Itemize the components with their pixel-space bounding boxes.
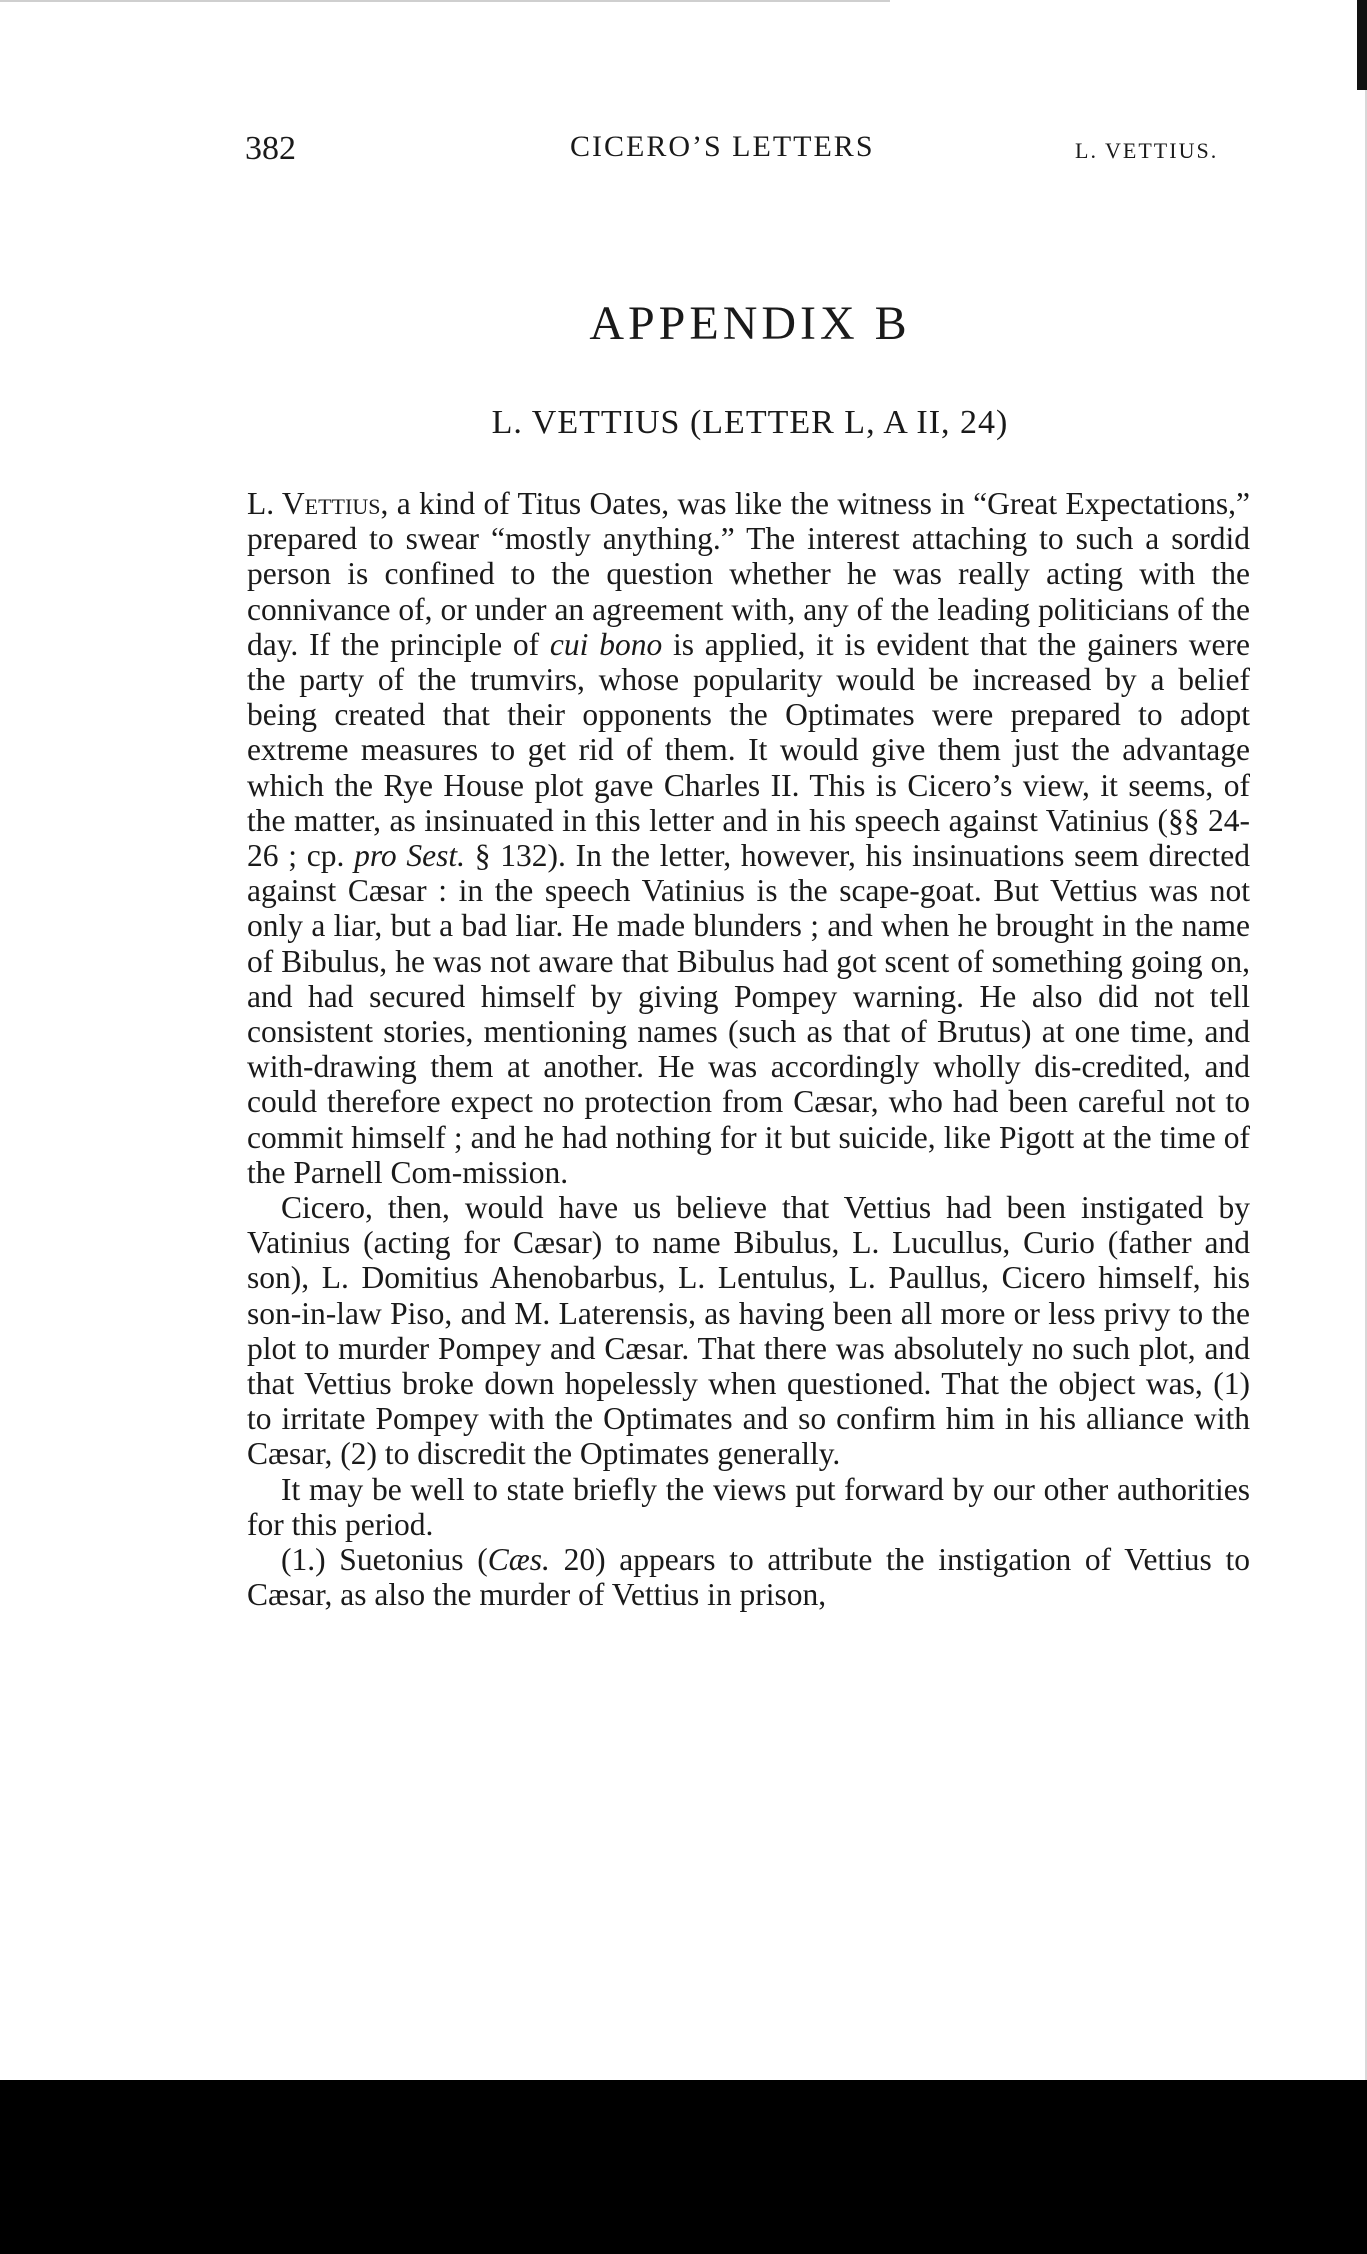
paragraph-1-text-a: , a kind of Titus Oates, was like the witness in “Great Expectations,” prepared to swear “mostly anything.” The interest attaching to such a sordid person is confined to the question whether he was really acting with the connivance of, or under an agreement with, any of the leading politicians of the day. If the principle of	[247, 486, 1251, 662]
paragraph-4-italic: Cæs.	[487, 1542, 550, 1578]
paragraph-4	[247, 1542, 1250, 1612]
appendix-title: APPENDIX B	[589, 297, 911, 350]
paragraph-1-text-c: § 132). In the letter, however, his insinuations seem directed against Cæsar : in the speech Vatinius is the scape-goat. But Vettius was not only a liar, but a bad liar. He made blunders ; and when he brought in the name of Bibulus, he was not aware that Bibulus had got scent of something going on, and had secured himself by giving Pompey warning. He also did not tell consistent stories, mentioning names (such as that of Brutus) at one time, and with-drawing them at another. He was accordingly wholly dis-credited, and could therefore expect no protection from Cæsar, who had been careful not to commit himself ; and he had nothing for it but suicide, like Pigott at the time of the Parnell Com-mission.	[247, 838, 1250, 1190]
paragraph-3: It may be well to state briefly the views put forward by our other authorities for this period.	[247, 1471, 1250, 1542]
paragraph-2: Cicero, then, would have us believe that Vettius had been instigated by Vatinius (acting for Cæsar) to name Bibulus, L. Lucullus, Curio (father and son), L. Domitius Ahenobarbus, L. Lentulus, L. Paullus, Cicero himself, his son-in-law Piso, and M. Laterensis, as having been all more or less privy to the plot to murder Pompey and Cæsar. That there was absolutely no such plot, and that Vettius broke down hopelessly when questioned. That the object was, (1) to irritate Pompey with the Optimates and so confirm him in his alliance with Cæsar, (2) to discredit the Optimates generally.	[247, 1190, 1250, 1472]
body-text	[247, 486, 1250, 1613]
paragraph-4-text-b: 20) appears to attribute the instigation of Vettius to Cæsar, as also the murder of Vettius in prison,	[247, 1542, 1250, 1613]
scan-top-edge	[0, 0, 890, 2]
paragraph-1-italic-b: pro Sest.	[354, 838, 466, 874]
running-header	[0, 130, 1367, 180]
paragraph-1-text-b: is applied, it is evident that the gainers were the party of the trumvirs, whose popularity would be increased by a belief being created that their opponents the Optimates were prepared to adopt extreme measures to get rid of them. It would give them just the advantage which the Rye House plot gave Charles II. This is Cicero’s view, it seems, of the matter, as insinuated in this letter and in his speech against Vatinius (§§ 24-26 ; cp.	[247, 626, 1251, 874]
lead-name: L. Vettius	[247, 486, 381, 521]
page-number: 382	[245, 130, 296, 167]
paragraph-1-italic-a: cui bono	[549, 626, 663, 662]
paragraph-1	[247, 486, 1250, 1190]
section-label: L. VETTIUS.	[1075, 138, 1219, 163]
scan-edge-mark	[1357, 0, 1367, 90]
appendix-subtitle: L. VETTIUS (LETTER L, A II, 24)	[491, 404, 1009, 441]
scan-bottom-band	[0, 2080, 1367, 2254]
running-title: CICERO’S LETTERS	[570, 130, 875, 163]
paragraph-4-text-a: (1.) Suetonius (	[281, 1542, 488, 1578]
